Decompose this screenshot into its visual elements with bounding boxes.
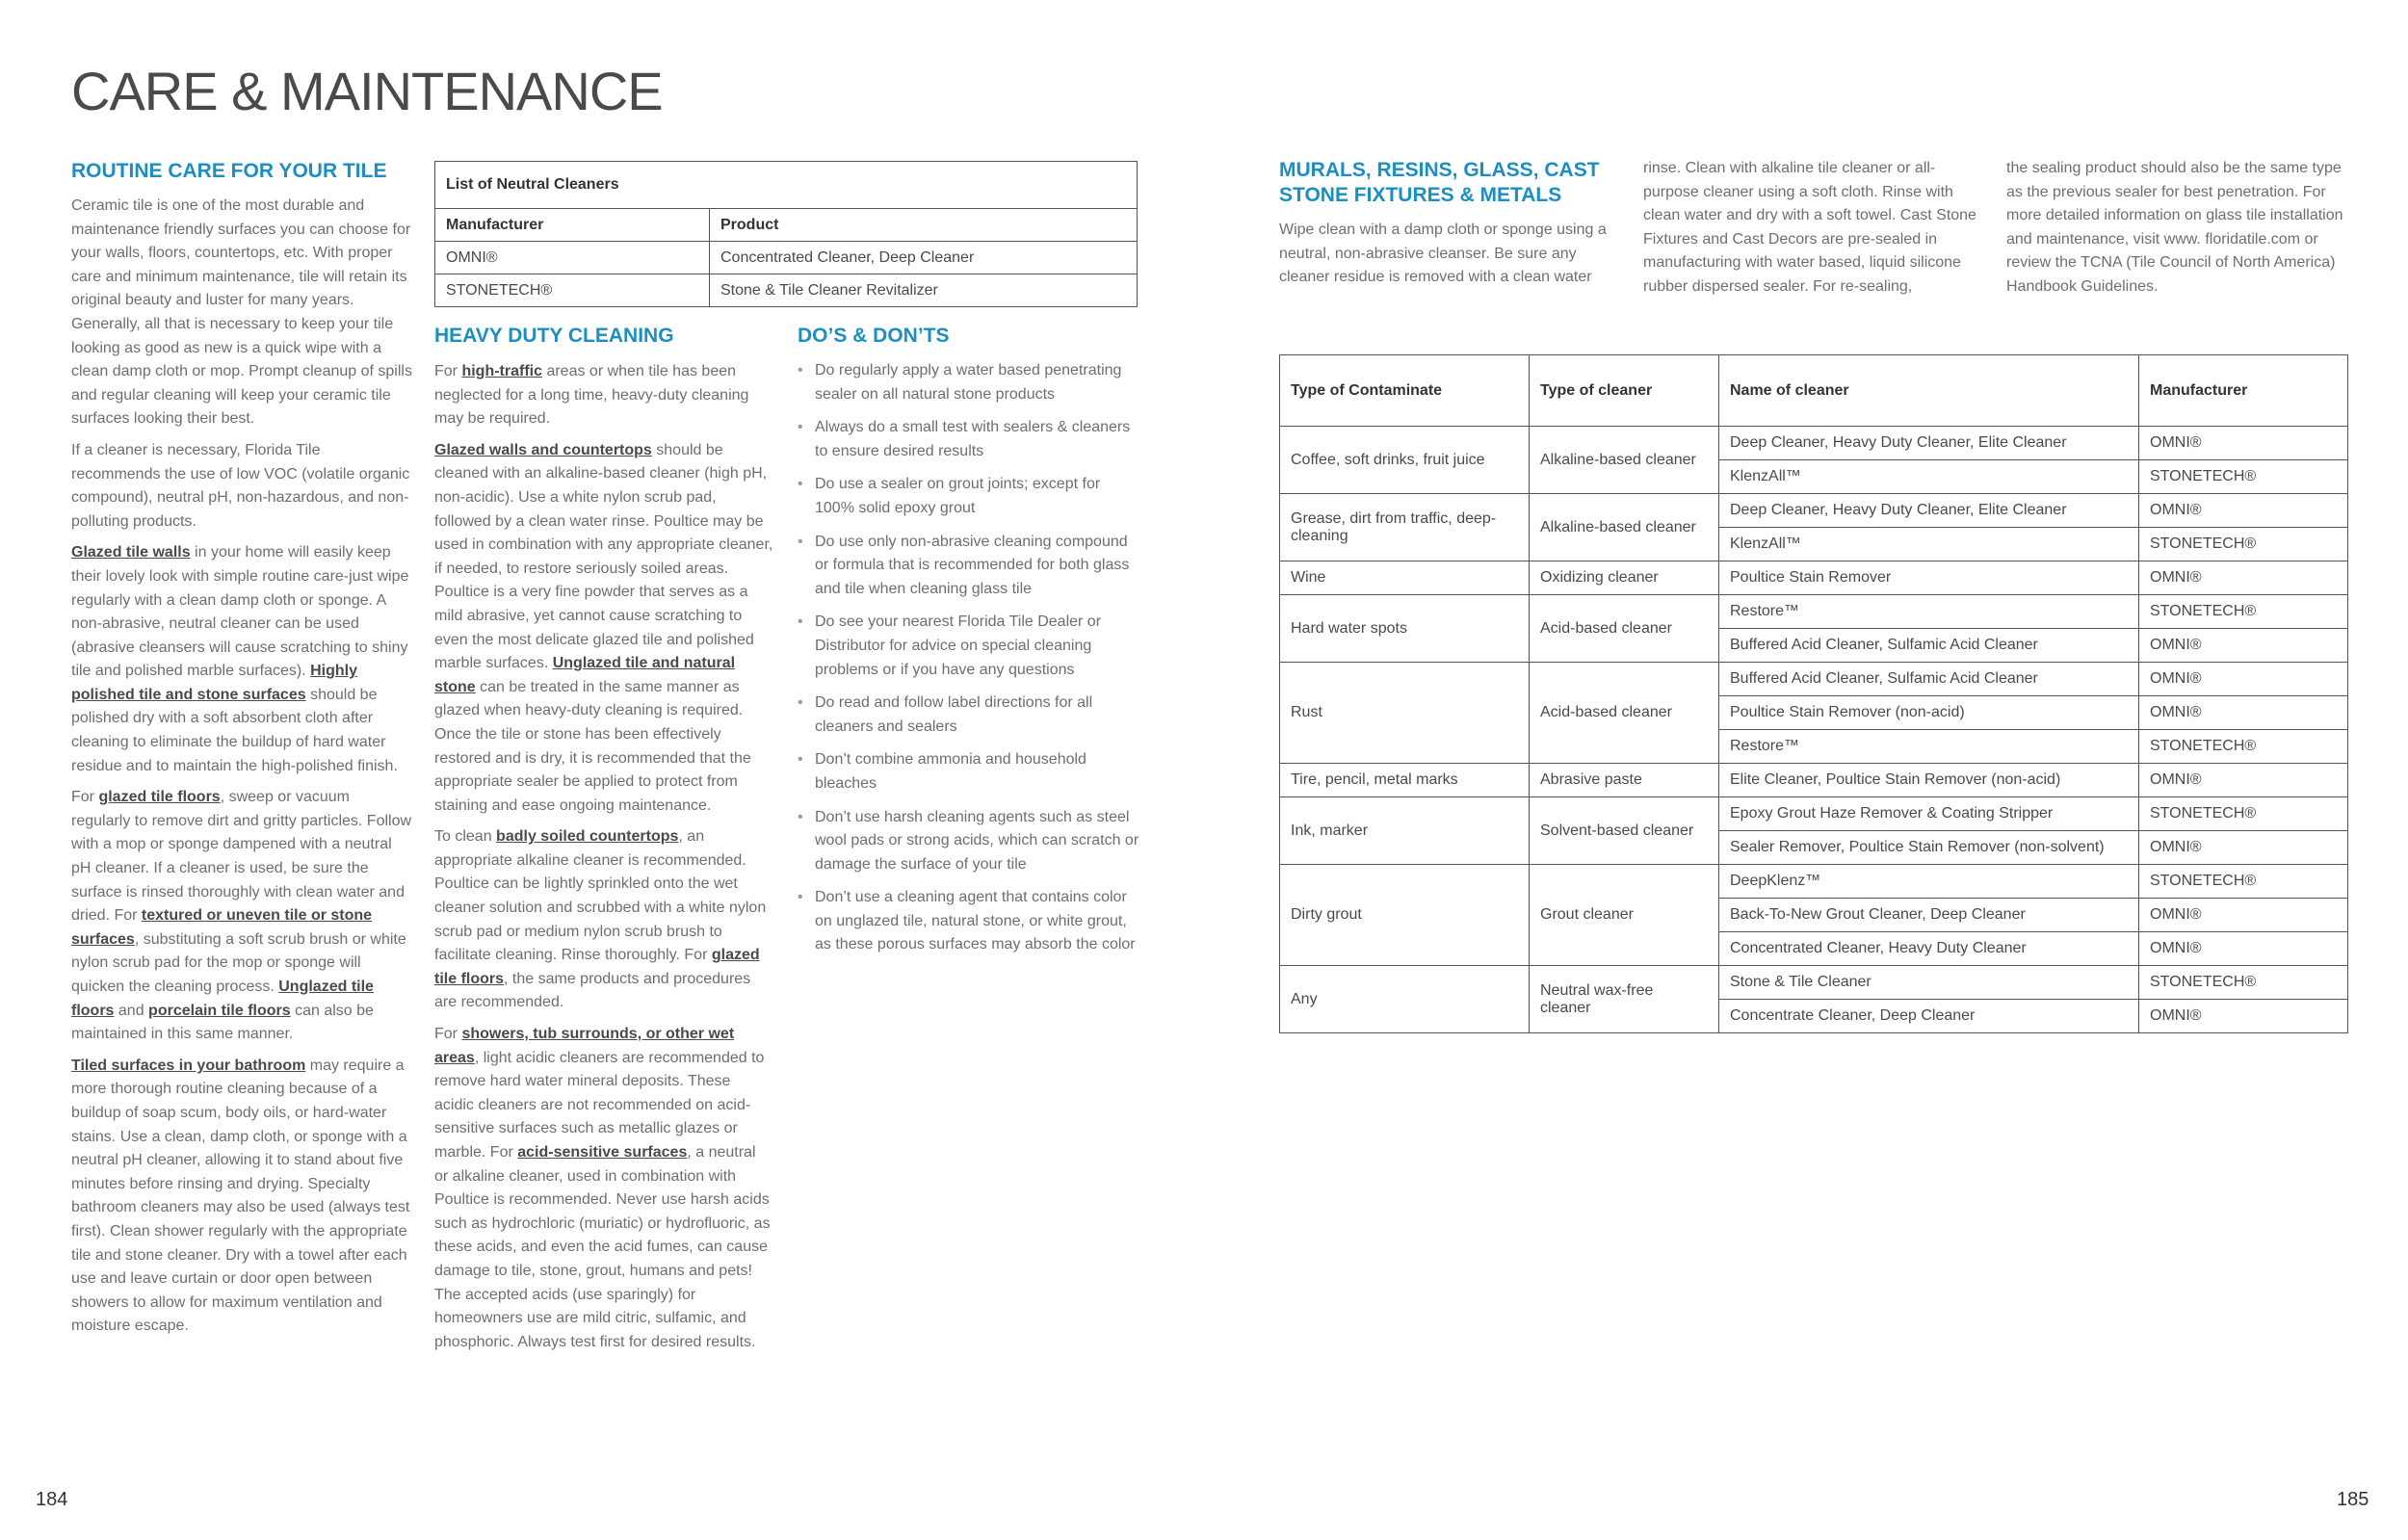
murals-col-1: Wipe clean with a damp cloth or sponge using a neutral, non-abrasive cleanser. Be sure any cleaner residue is removed with a clean water bbox=[1279, 222, 1607, 286]
heavy-paragraph-1: For high-traffic areas or when tile has been neglected for a long time, heavy-duty cleaning may be required. bbox=[434, 363, 749, 428]
table-row bbox=[1280, 663, 2348, 696]
contam-header-type: Type of Contaminate bbox=[1280, 355, 1530, 427]
cleaner-name-cell: Restore™ bbox=[1719, 730, 2139, 764]
cleaner-name-cell: Deep Cleaner, Heavy Duty Cleaner, Elite Cleaner bbox=[1719, 427, 2139, 460]
table-row bbox=[1280, 595, 2348, 629]
manufacturer-cell: OMNI® bbox=[2139, 764, 2348, 797]
neutral-table-caption: List of Neutral Cleaners bbox=[435, 162, 1138, 209]
manufacturer-cell: OMNI® bbox=[2139, 494, 2348, 528]
cleaner-name-cell: KlenzAll™ bbox=[1719, 460, 2139, 494]
manufacturer-cell: STONETECH® bbox=[2139, 797, 2348, 831]
murals-col-3: the sealing product should also be the same type as the previous sealer for best penetration. For more detailed information on glass tile installation and maintenance, visit www. floridatile.com or review the TCNA (Tile Council of North America) Handbook Guidelines. bbox=[2006, 160, 2343, 295]
link-tiled-bathroom: Tiled surfaces in your bathroom bbox=[71, 1057, 306, 1074]
routine-care-text bbox=[71, 195, 412, 1346]
heavy-paragraph-4: For showers, tub surrounds, or other wet areas, light acidic cleaners are recommended to remove hard water mineral deposits. These acidic cleaners are not recommended on acid-sensitive surfaces such as metallic glazes or marble. For acid-sensitive surfaces, a neutral or alkaline cleaner, used in combination with Poultice is recommended. Never use harsh acids such as hydrochloric (muriatic) or hydrofluoric, as these acids, and even the acid fumes, can cause damage to tile, stone, grout, humans and pets! The accepted acids (use sparingly) for homeowners use are mild citric, sulfamic, and phosphoric. Always test first for desired results. bbox=[434, 1026, 771, 1350]
contaminate-cell: Tire, pencil, metal marks bbox=[1280, 764, 1530, 797]
list-item: • Do regularly apply a water based penetrating sealer on all natural stone products bbox=[796, 359, 1142, 406]
neutral-cleaners-table bbox=[434, 161, 1138, 307]
dos-donts-column bbox=[796, 359, 1142, 967]
cleaner-name-cell: Restore™ bbox=[1719, 595, 2139, 629]
cleaner-type-cell: Abrasive paste bbox=[1530, 764, 1719, 797]
heavy-duty-heading: HEAVY DUTY CLEANING bbox=[434, 325, 674, 347]
list-item: • Always do a small test with sealers & cleaners to ensure desired results bbox=[796, 416, 1142, 463]
dos-donts-heading: DO’S & DON’TS bbox=[798, 325, 950, 347]
routine-paragraph-1: Ceramic tile is one of the most durable and maintenance friendly surfaces you can choose for your walls, floors, countertops, etc. With proper care and minimum maintenance, tile will retain its original beauty and luster for many years. Generally, all that is necessary to keep your tile looking as good as new is a quick wipe with a clean damp cloth or mop. Prompt cleanup of spills and regular cleaning will keep your ceramic tile surfaces looking their best. bbox=[71, 197, 412, 428]
contam-header-cleaner-name: Name of cleaner bbox=[1719, 355, 2139, 427]
cleaner-type-cell: Acid-based cleaner bbox=[1530, 663, 1719, 764]
cleaner-name-cell: Sealer Remover, Poultice Stain Remover (non-solvent) bbox=[1719, 831, 2139, 865]
contaminate-cell: Wine bbox=[1280, 561, 1530, 595]
neutral-header-manufacturer: Manufacturer bbox=[435, 209, 710, 242]
cleaner-name-cell: Stone & Tile Cleaner bbox=[1719, 966, 2139, 1000]
manufacturer-cell: STONETECH® bbox=[2139, 460, 2348, 494]
contaminate-cell: Grease, dirt from traffic, deep-cleaning bbox=[1280, 494, 1530, 561]
table-row bbox=[1280, 427, 2348, 460]
link-acid-sensitive: acid-sensitive surfaces bbox=[517, 1144, 688, 1161]
contaminate-cell: Hard water spots bbox=[1280, 595, 1530, 663]
link-highly-polished: Highly polished tile and stone surfaces bbox=[71, 663, 358, 703]
manufacturer-cell: OMNI® bbox=[2139, 1000, 2348, 1033]
cleaner-name-cell: Buffered Acid Cleaner, Sulfamic Acid Cleaner bbox=[1719, 629, 2139, 663]
cleaner-name-cell: Concentrated Cleaner, Heavy Duty Cleaner bbox=[1719, 932, 2139, 966]
manufacturer-cell: OMNI® bbox=[2139, 899, 2348, 932]
list-item: • Don’t use harsh cleaning agents such as steel wool pads or strong acids, which can scratch or damage the surface of your tile bbox=[796, 806, 1142, 877]
contaminate-cell: Rust bbox=[1280, 663, 1530, 764]
link-unglazed-stone: Unglazed tile and natural stone bbox=[434, 655, 736, 695]
contaminant-table bbox=[1279, 354, 2348, 1033]
heavy-duty-text bbox=[434, 360, 773, 1362]
neutral-header-product: Product bbox=[710, 209, 1138, 242]
table-row bbox=[1280, 865, 2348, 899]
contam-header-manufacturer: Manufacturer bbox=[2139, 355, 2348, 427]
table-cell: Stone & Tile Cleaner Revitalizer bbox=[710, 274, 1138, 307]
cleaner-type-cell: Neutral wax-free cleaner bbox=[1530, 966, 1719, 1033]
cleaner-type-cell: Acid-based cleaner bbox=[1530, 595, 1719, 663]
routine-paragraph-4: For glazed tile floors, sweep or vacuum regularly to remove dirt and gritty particles. Follow with a mop or sponge dampened with a neutral pH cleaner. If a cleaner is used, be sure the surface is rinsed thoroughly with clean water and dried. For textured or uneven tile or stone surfaces, substituting a soft scrub brush or white nylon scrub pad for the mop or sponge will quicken the cleaning process. Unglazed tile floors and porcelain tile floors can also be maintained in this same manner. bbox=[71, 789, 412, 1043]
page-number-right: 185 bbox=[2337, 1489, 2369, 1510]
link-glazed-walls: Glazed walls and countertops bbox=[434, 441, 652, 458]
routine-paragraph-2: If a cleaner is necessary, Florida Tile recommends the use of low VOC (volatile organic compound), neutral pH, non-hazardous, and non-polluting products. bbox=[71, 441, 410, 530]
manufacturer-cell: OMNI® bbox=[2139, 696, 2348, 730]
manufacturer-cell: OMNI® bbox=[2139, 427, 2348, 460]
manufacturer-cell: STONETECH® bbox=[2139, 595, 2348, 629]
cleaner-type-cell: Oxidizing cleaner bbox=[1530, 561, 1719, 595]
list-item: • Do use only non-abrasive cleaning compound or formula that is recommended for both glass and tile when cleaning glass tile bbox=[796, 531, 1142, 602]
contam-header-cleaner-type: Type of cleaner bbox=[1530, 355, 1719, 427]
table-row bbox=[1280, 966, 2348, 1000]
cleaner-type-cell: Alkaline-based cleaner bbox=[1530, 427, 1719, 494]
link-badly-soiled: badly soiled countertops bbox=[496, 828, 679, 846]
routine-paragraph-5: Tiled surfaces in your bathroom may require a more thorough routine cleaning because of a buildup of soap scum, body oils, or hard-water stains. Use a clean, damp cloth, or sponge with a neutral pH cleaner, allowing it to stand about five minutes before rinsing and drying. Specialty bathroom cleaners may also be used (always test first). Clean shower regularly with the appropriate tile and stone cleaner. Dry with a towel after each use and leave curtain or door open between showers to allow for maximum ventilation and moisture escape. bbox=[71, 1057, 410, 1335]
cleaner-name-cell: Poultice Stain Remover (non-acid) bbox=[1719, 696, 2139, 730]
link-porcelain-tile-floors: porcelain tile floors bbox=[148, 1002, 291, 1019]
cleaner-name-cell: Poultice Stain Remover bbox=[1719, 561, 2139, 595]
contaminate-cell: Any bbox=[1280, 966, 1530, 1033]
cleaner-type-cell: Solvent-based cleaner bbox=[1530, 797, 1719, 865]
heavy-paragraph-2: Glazed walls and countertops should be cleaned with an alkaline-based cleaner (high pH, non-acidic). Use a white nylon scrub pad, followed by a clean water rinse. Poultice may be used in combination with any appropriate cleaner, if needed, to restore seriously soiled areas. Poultice is a very fine powder that serves as a mild abrasive, yet cannot cause scratching to even the most delicate glazed tile and polished marble surfaces. Unglazed tile and natural stone can be treated in the same manner as glazed when heavy-duty cleaning is required. Once the tile or stone has been effectively restored and is dry, it is recommended that the appropriate sealer be applied to protect from staining and ease ongoing maintenance. bbox=[434, 441, 773, 814]
contaminate-cell: Ink, marker bbox=[1280, 797, 1530, 865]
list-item: • Don’t combine ammonia and household bleaches bbox=[796, 748, 1142, 796]
manufacturer-cell: OMNI® bbox=[2139, 629, 2348, 663]
link-showers: showers, tub surrounds, or other wet areas bbox=[434, 1026, 735, 1066]
manufacturer-cell: OMNI® bbox=[2139, 831, 2348, 865]
manufacturer-cell: STONETECH® bbox=[2139, 528, 2348, 561]
manufacturer-cell: OMNI® bbox=[2139, 932, 2348, 966]
cleaner-name-cell: Epoxy Grout Haze Remover & Coating Stripper bbox=[1719, 797, 2139, 831]
list-item: • Don’t use a cleaning agent that contains color on unglazed tile, natural stone, or white grout, as these porous surfaces may absorb the color bbox=[796, 886, 1142, 957]
contaminate-cell: Dirty grout bbox=[1280, 865, 1530, 966]
page-title: CARE & MAINTENANCE bbox=[71, 61, 663, 121]
table-cell: STONETECH® bbox=[435, 274, 710, 307]
table-row bbox=[1280, 561, 2348, 595]
link-glazed-floors: glazed tile floors bbox=[434, 947, 760, 987]
cleaner-name-cell: Elite Cleaner, Poultice Stain Remover (non-acid) bbox=[1719, 764, 2139, 797]
table-cell: OMNI® bbox=[435, 242, 710, 274]
manufacturer-cell: OMNI® bbox=[2139, 561, 2348, 595]
manufacturer-cell: STONETECH® bbox=[2139, 865, 2348, 899]
cleaner-type-cell: Alkaline-based cleaner bbox=[1530, 494, 1719, 561]
table-row bbox=[1280, 797, 2348, 831]
manufacturer-cell: STONETECH® bbox=[2139, 730, 2348, 764]
cleaner-type-cell: Grout cleaner bbox=[1530, 865, 1719, 966]
table-row bbox=[1280, 764, 2348, 797]
link-unglazed-tile-floors: Unglazed tile floors bbox=[71, 979, 374, 1019]
page-number-left: 184 bbox=[36, 1489, 68, 1510]
routine-paragraph-3: Glazed tile walls in your home will easily keep their lovely look with simple routine care-just wipe regularly with a clean damp cloth or sponge. A non-abrasive, neutral cleaner can be used (abrasive cleansers will cause scratching to shiny tile and polished marble surfaces). Highly polished tile and stone surfaces should be polished dry with a soft absorbent cloth after cleaning to eliminate the buildup of hard water residue and to maintain the high-polished finish. bbox=[71, 544, 409, 774]
routine-care-heading: ROUTINE CARE FOR YOUR TILE bbox=[71, 160, 387, 182]
cleaner-name-cell: Concentrate Cleaner, Deep Cleaner bbox=[1719, 1000, 2139, 1033]
cleaner-name-cell: Back-To-New Grout Cleaner, Deep Cleaner bbox=[1719, 899, 2139, 932]
list-item: • Do see your nearest Florida Tile Dealer or Distributor for advice on special cleaning problems or if you have any questions bbox=[796, 611, 1142, 682]
contaminate-cell: Coffee, soft drinks, fruit juice bbox=[1280, 427, 1530, 494]
murals-col-2: rinse. Clean with alkaline tile cleaner or all-purpose cleaner using a soft cloth. Rinse with clean water and dry with a soft towel. Cast Stone Fixtures and Cast Decors are pre-sealed in manufacturing with water based, liquid silicone rubber dispersed sealer. For re-sealing, bbox=[1643, 160, 1976, 295]
table-cell: Concentrated Cleaner, Deep Cleaner bbox=[710, 242, 1138, 274]
cleaner-name-cell: Deep Cleaner, Heavy Duty Cleaner, Elite Cleaner bbox=[1719, 494, 2139, 528]
link-glazed-tile-walls: Glazed tile walls bbox=[71, 544, 191, 561]
list-item: • Do use a sealer on grout joints; except for 100% solid epoxy grout bbox=[796, 473, 1142, 520]
cleaner-name-cell: DeepKlenz™ bbox=[1719, 865, 2139, 899]
cleaner-name-cell: Buffered Acid Cleaner, Sulfamic Acid Cleaner bbox=[1719, 663, 2139, 696]
cleaner-name-cell: KlenzAll™ bbox=[1719, 528, 2139, 561]
heavy-paragraph-3: To clean badly soiled countertops, an appropriate alkaline cleaner is recommended. Poultice can be lightly sprinkled onto the wet cleaner solution and scrubbed with a white nylon scrub pad or medium nylon scrub brush to facilitate cleaning. Rinse thoroughly. For glazed tile floors, the same products and procedures are recommended. bbox=[434, 828, 767, 1011]
list-item: • Do read and follow label directions for all cleaners and sealers bbox=[796, 692, 1142, 739]
link-textured-surfaces: textured or uneven tile or stone surfaces bbox=[71, 907, 373, 948]
manufacturer-cell: STONETECH® bbox=[2139, 966, 2348, 1000]
murals-heading: MURALS, RESINS, GLASS, CAST STONE FIXTURES & METALS bbox=[1279, 159, 1600, 206]
link-high-traffic: high-traffic bbox=[461, 363, 542, 379]
link-glazed-tile-floors: glazed tile floors bbox=[98, 789, 221, 806]
dos-donts-list bbox=[796, 359, 1142, 957]
manufacturer-cell: OMNI® bbox=[2139, 663, 2348, 696]
table-row bbox=[1280, 494, 2348, 528]
